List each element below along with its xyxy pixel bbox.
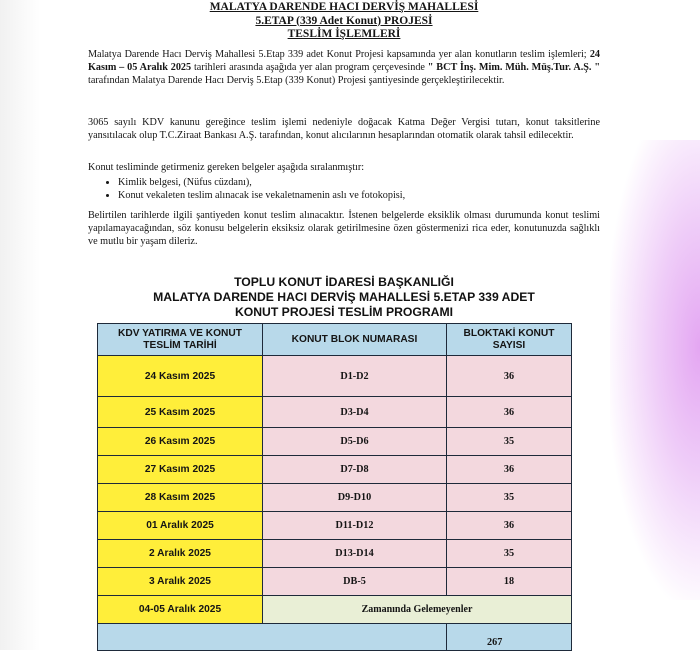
list-item: • Konut vekaleten teslim alınacak ise vekaletnamenin aslı ve fotokopisi, bbox=[118, 189, 600, 202]
count-cell: 35 bbox=[447, 484, 572, 512]
purple-glow bbox=[610, 140, 700, 600]
block-cell: D9-D10 bbox=[263, 484, 447, 512]
count-cell: 36 bbox=[447, 356, 572, 397]
column-header-count: BLOKTAKİ KONUT SAYISI bbox=[447, 324, 572, 356]
intro-paragraph bbox=[88, 48, 600, 87]
total-row bbox=[98, 624, 572, 651]
count-cell: 35 bbox=[447, 540, 572, 568]
left-shadow bbox=[0, 0, 40, 650]
date-cell: 27 Kasım 2025 bbox=[98, 456, 263, 484]
table-header-row bbox=[98, 324, 572, 356]
documents-section bbox=[88, 161, 600, 202]
table-row bbox=[98, 397, 572, 428]
table-row bbox=[98, 428, 572, 456]
count-cell: 18 bbox=[447, 568, 572, 596]
list-item: • Kimlik belgesi, (Nüfus cüzdanı), bbox=[118, 176, 600, 189]
block-cell: D5-D6 bbox=[263, 428, 447, 456]
document-page bbox=[88, 0, 600, 650]
documents-list bbox=[88, 176, 600, 202]
delivery-schedule-table bbox=[97, 323, 572, 651]
documents-intro: Konut tesliminde getirmeniz gereken belgeler aşağıda sıralanmıştır: bbox=[88, 162, 365, 173]
date-cell: 01 Aralık 2025 bbox=[98, 512, 263, 540]
date-cell: 3 Aralık 2025 bbox=[98, 568, 263, 596]
date-cell: 26 Kasım 2025 bbox=[98, 428, 263, 456]
intro-text-b: tarihleri arasında aşağıda yer alan program çerçevesinde bbox=[191, 62, 428, 73]
count-cell: 36 bbox=[447, 456, 572, 484]
count-cell: 36 bbox=[447, 512, 572, 540]
total-empty-cell bbox=[98, 624, 447, 651]
date-cell: 2 Aralık 2025 bbox=[98, 540, 263, 568]
date-cell: 28 Kasım 2025 bbox=[98, 484, 263, 512]
block-cell: DB-5 bbox=[263, 568, 447, 596]
date-cell: 24 Kasım 2025 bbox=[98, 356, 263, 397]
count-cell: 35 bbox=[447, 428, 572, 456]
table-row bbox=[98, 568, 572, 596]
table-row bbox=[98, 456, 572, 484]
count-cell: 36 bbox=[447, 397, 572, 428]
document-title bbox=[88, 1, 600, 42]
late-date-cell: 04-05 Aralık 2025 bbox=[98, 596, 263, 624]
title-line-3: TESLİM İŞLEMLERİ bbox=[287, 28, 401, 40]
vat-paragraph: 3065 sayılı KDV kanunu gereğince teslim işlemi nedeniyle doğacak Katma Değer Vergisi tutarı, konut taksitlerine yansıtılacak olup T.C.Ziraat Bankası A.Ş. tarafından, konut alıcılarının hesaplarından otomatik olarak tahsil edilecektir. bbox=[88, 117, 600, 141]
table-row bbox=[98, 356, 572, 397]
table-title-line-2: MALATYA DARENDE HACI DERVİŞ MAHALLESİ 5.ETAP 339 ADET bbox=[153, 290, 535, 304]
table-title-line-1: TOPLU KONUT İDARESİ BAŞKANLIĞI bbox=[234, 275, 454, 289]
block-cell: D1-D2 bbox=[263, 356, 447, 397]
column-header-block: KONUT BLOK NUMARASI bbox=[263, 324, 447, 356]
table-title-line-3: KONUT PROJESİ TESLİM PROGRAMI bbox=[234, 305, 454, 319]
column-header-date: KDV YATIRMA VE KONUT TESLİM TARİHİ bbox=[98, 324, 263, 356]
block-cell: D7-D8 bbox=[263, 456, 447, 484]
title-line-2: 5.ETAP (339 Adet Konut) PROJESİ bbox=[255, 14, 433, 27]
total-count-cell: 267 bbox=[447, 624, 572, 651]
table-title bbox=[88, 275, 600, 320]
intro-text-c: tarafından Malatya Darende Hacı Derviş 5.Etap (339 Konut) Projesi şantiyesinde gerçekleştirilecektir. bbox=[88, 75, 505, 86]
block-cell: D3-D4 bbox=[263, 397, 447, 428]
late-note-cell: Zamanında Gelemeyenler bbox=[263, 596, 572, 624]
title-line-1: MALATYA DARENDE HACI DERVİŞ MAHALLESİ bbox=[209, 1, 479, 13]
block-cell: D13-D14 bbox=[263, 540, 447, 568]
block-cell: D11-D12 bbox=[263, 512, 447, 540]
table-row bbox=[98, 512, 572, 540]
closing-paragraph: Belirtilen tarihlerde ilgili şantiyeden konut teslim alınacaktır. İstenen belgelerde eksiklik olması durumunda konut teslimi yapılamayacağından, söz konusu belgelerin eksiksiz olarak getirilmesine özen göstermenizi rica eder, konutunuzda sağlıklı ve mutlu bir yaşam dileriz. bbox=[88, 210, 600, 247]
intro-company: " BCT İnş. Mim. Müh. Müş.Tur. A.Ş. " bbox=[427, 62, 600, 73]
date-cell: 25 Kasım 2025 bbox=[98, 397, 263, 428]
intro-text-a: Malatya Darende Hacı Derviş Mahallesi 5.Etap 339 adet Konut Projesi kapsamında yer alan konutların teslim işlemleri; bbox=[88, 49, 590, 60]
intro-dates: 24 Kasım – 05 Aralık 2025 bbox=[88, 49, 600, 73]
late-arrivals-row bbox=[98, 596, 572, 624]
table-row bbox=[98, 540, 572, 568]
table-row bbox=[98, 484, 572, 512]
